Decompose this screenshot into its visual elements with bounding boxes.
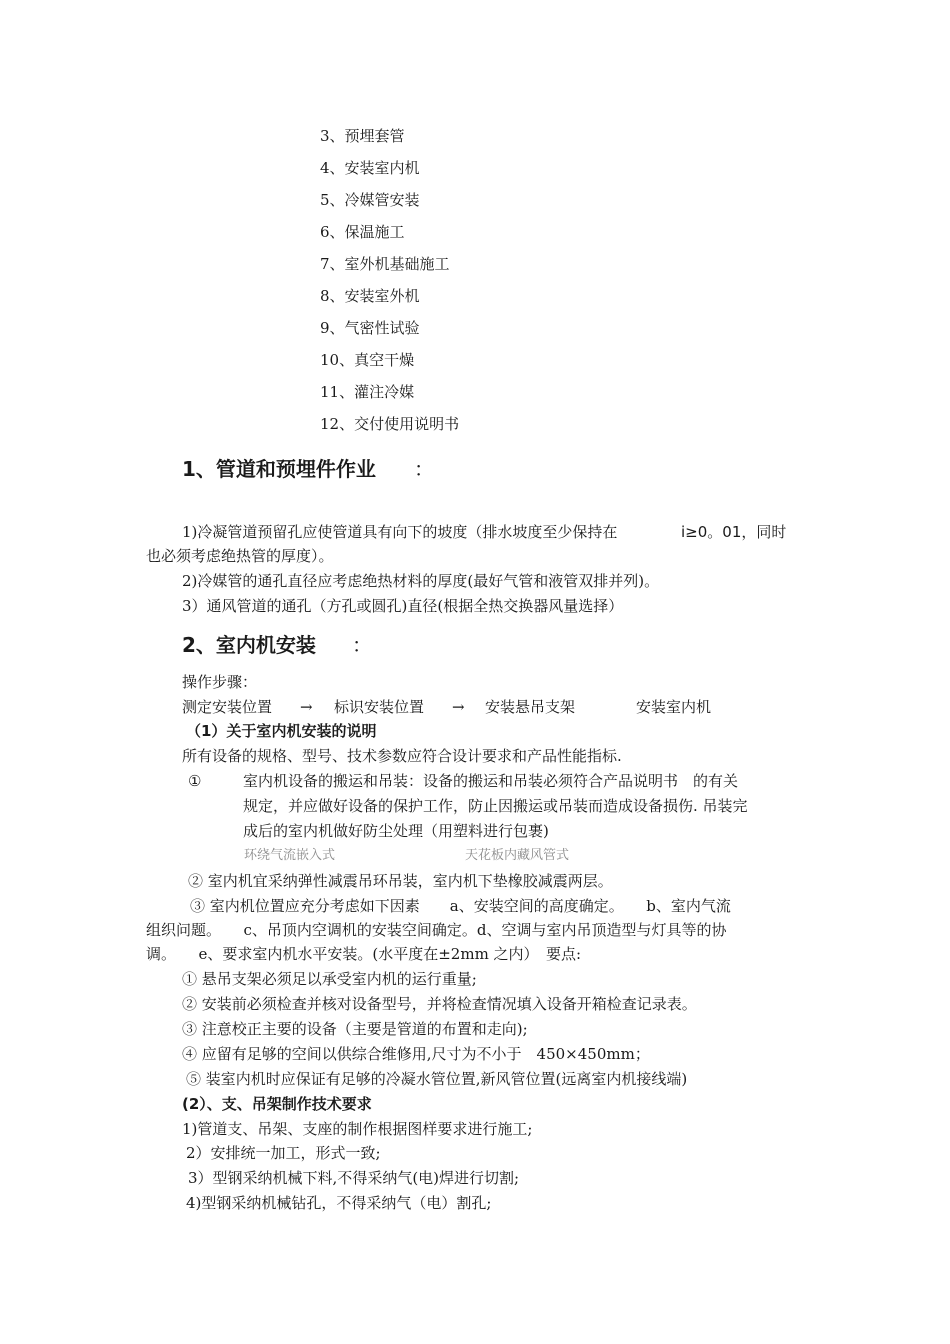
point-item: ④ 应留有足够的空间以供综合维修用,尺寸为不小于 450×450mm；: [182, 1045, 650, 1063]
figure-caption-right: 天花板内藏风管式: [465, 848, 570, 863]
point-item: ① 悬吊支架必须足以承受室内机的运行重量;: [182, 970, 477, 988]
step-item: 3、预埋套管: [320, 127, 405, 145]
flow-step: 测定安装位置: [182, 698, 273, 716]
item-1-marker: ①: [188, 772, 202, 790]
flow-step: 安装悬吊支架: [485, 698, 576, 716]
section1-p1-line1: 1)冷凝管道预留孔应使管道具有向下的坡度（排水坡度至少保持在: [182, 523, 618, 541]
flow-step: 安装室内机: [636, 698, 712, 716]
requirement-item: 2）安排统一加工，形式一致;: [186, 1144, 381, 1162]
section2-colon: ：: [352, 633, 372, 657]
all-devices-note: 所有设备的规格、型号、技术参数应符合设计要求和产品性能指标.: [182, 747, 622, 765]
figure-caption-left: 环绕气流嵌入式: [244, 848, 336, 863]
step-item: 8、安装室外机: [320, 287, 420, 305]
flow-arrow-icon: →: [300, 698, 313, 716]
item-1-line: 成后的室内机做好防尘处理（用塑料进行包裹): [243, 822, 549, 840]
flow-step: 标识安装位置: [334, 698, 425, 716]
item-2: ② 室内机宜采纳弹性减震吊环吊装，室内机下垫橡胶减震两层。: [188, 872, 613, 890]
section1-colon: ：: [414, 457, 434, 481]
requirement-item: 4)型钢采纳机械钻孔，不得采纳气（电）割孔;: [186, 1194, 492, 1212]
item-3-line2: 组织问题。 c、吊顶内空调机的安装空间确定。d、空调与室内吊顶造型与灯具等的协: [146, 921, 727, 939]
item-1-line: 室内机设备的搬运和吊装：设备的搬运和吊装必须符合产品说明书 的有关: [243, 772, 739, 790]
requirement-item: 1)管道支、吊架、支座的制作根据图样要求进行施工;: [182, 1120, 533, 1138]
subsection-2-title: (2）、支、吊架制作技术要求: [182, 1095, 372, 1113]
section1-p1-line2: 也必须考虑绝热管的厚度）。: [146, 547, 334, 565]
step-item: 11、灌注冷媒: [320, 383, 415, 401]
section1-p1-value: i≥0。01，同时: [681, 523, 787, 541]
section1-p2: 2)冷媒管的通孔直径应考虑绝热材料的厚度(最好气管和液管双排并列)。: [182, 572, 660, 590]
step-item: 7、室外机基础施工: [320, 255, 450, 273]
section2-heading: 2、室内机安装: [182, 633, 316, 657]
item-3-line1: ③ 室内机位置应充分考虑如下因素 a、安装空间的高度确定。 b、室内气流: [190, 897, 731, 915]
step-item: 5、冷媒管安装: [320, 191, 420, 209]
item-3-line3: 调。 e、要求室内机水平安装。(水平度在±2mm 之内） 要点:: [146, 945, 582, 963]
section1-p3: 3）通风管道的通孔（方孔或圆孔)直径(根据全热交换器风量选择）: [182, 597, 624, 615]
step-item: 10、真空干燥: [320, 351, 415, 369]
step-item: 12、交付使用说明书: [320, 415, 460, 433]
subsection-1-title: （1）关于室内机安装的说明: [186, 722, 377, 740]
step-item: 9、气密性试验: [320, 319, 420, 337]
requirement-item: 3）型钢采纳机械下料,不得采纳气(电)焊进行切割;: [188, 1169, 520, 1187]
step-item: 6、保温施工: [320, 223, 405, 241]
step-item: 4、安装室内机: [320, 159, 420, 177]
point-item: ③ 注意校正主要的设备（主要是管道的布置和走向);: [182, 1020, 528, 1038]
point-item: ⑤ 装室内机时应保证有足够的冷凝水管位置,新风管位置(远离室内机接线端): [186, 1070, 688, 1088]
item-1-line: 规定，并应做好设备的保护工作，防止因搬运或吊装而造成设备损伤. 吊装完: [243, 797, 748, 815]
section1-heading: 1、管道和预埋件作业: [182, 457, 376, 481]
steps-label: 操作步骤：: [182, 673, 258, 691]
flow-arrow-icon: →: [452, 698, 465, 716]
point-item: ② 安装前必须检查并核对设备型号，并将检查情况填入设备开箱检查记录表。: [182, 995, 697, 1013]
